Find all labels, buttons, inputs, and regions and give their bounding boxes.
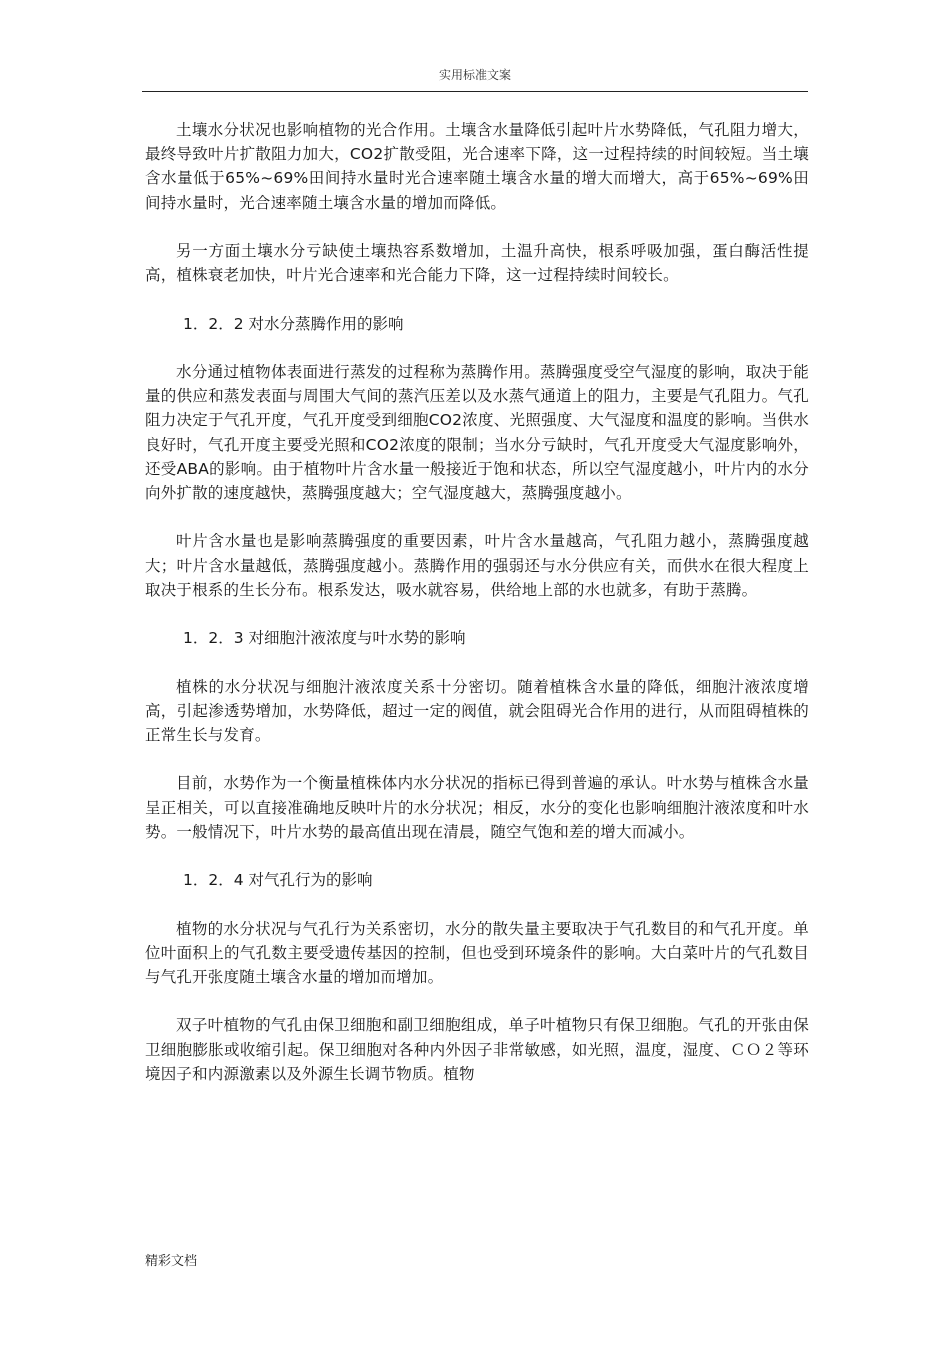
- section-heading: 1．2．2 对水分蒸腾作用的影响: [183, 314, 404, 333]
- section-heading: 1．2．4 对气孔行为的影响: [183, 871, 373, 890]
- section-heading: 1．2．3 对细胞汁液浓度与叶水势的影响: [183, 629, 466, 648]
- page-footer: 精彩文档: [145, 1254, 198, 1269]
- header-divider: [142, 91, 808, 92]
- body-paragraph: 植物的水分状况与气孔行为关系密切，水分的散失量主要取决于气孔数目的和气孔开度。单位叶面积上的气孔数主要受遗传基因的控制，但也受到环境条件的影响。大白菜叶片的气孔数目与气孔开张度随土壤含水量的增加而增加。: [145, 919, 809, 986]
- body-paragraph: 植株的水分状况与细胞汁液浓度关系十分密切。随着植株含水量的降低，细胞汁液浓度增高，引起渗透势增加，水势降低，超过一定的阀值，就会阻碍光合作用的进行，从而阻碍植株的正常生长与发育。: [145, 677, 809, 744]
- body-paragraph: 目前，水势作为一个衡量植株体内水分状况的指标已得到普遍的承认。叶水势与植株含水量呈正相关，可以直接准确地反映叶片的水分状况；相反，水分的变化也影响细胞汁液浓度和叶水势。一般情况下，叶片水势的最高值出现在清晨，随空气饱和差的增大而减小。: [145, 774, 809, 841]
- body-paragraph: 叶片含水量也是影响蒸腾强度的重要因素，叶片含水量越高，气孔阻力越小，蒸腾强度越大；叶片含水量越低，蒸腾强度越小。蒸腾作用的强弱还与水分供应有关，而供水在很大程度上取决于根系的生长分布。根系发达，吸水就容易，供给地上部的水也就多，有助于蒸腾。: [145, 532, 809, 599]
- body-paragraph: 土壤水分状况也影响植物的光合作用。土壤含水量降低引起叶片水势降低，气孔阻力增大，最终导致叶片扩散阻力加大，CO2扩散受阻，光合速率下降，这一过程持续的时间较短。当土壤含水量低于65%~69%田间持水量时光合速率随土壤含水量的增大而增大，高于65%~69%田间持水量时，光合速率随土壤含水量的增加而降低。: [145, 121, 809, 212]
- page-header-title: 实用标准文案: [438, 68, 511, 82]
- body-paragraph: 另一方面土壤水分亏缺使土壤热容系数增加，土温升高快，根系呼吸加强，蛋白酶活性提高，植株衰老加快，叶片光合速率和光合能力下降，这一过程持续时间较长。: [145, 242, 809, 285]
- body-paragraph: 双子叶植物的气孔由保卫细胞和副卫细胞组成，单子叶植物只有保卫细胞。气孔的开张由保卫细胞膨胀或收缩引起。保卫细胞对各种内外因子非常敏感，如光照，温度，湿度、ＣＯ２等环境因子和内源激素以及外源生长调节物质。植物: [145, 1016, 809, 1083]
- body-paragraph: 水分通过植物体表面进行蒸发的过程称为蒸腾作用。蒸腾强度受空气湿度的影响，取决于能量的供应和蒸发表面与周围大气间的蒸汽压差以及水蒸气通道上的阻力，主要是气孔阻力。气孔阻力决定于气孔开度，气孔开度受到细胞CO2浓度、光照强度、大气湿度和温度的影响。当供水良好时，气孔开度主要受光照和CO2浓度的限制；当水分亏缺时，气孔开度受大气湿度影响外，还受ABA的影响。由于植物叶片含水量一般接近于饱和状态，所以空气湿度越小，叶片内的水分向外扩散的速度越快，蒸腾强度越大；空气湿度越大，蒸腾强度越小。: [145, 362, 809, 502]
- document-body: [145, 118, 809, 1110]
